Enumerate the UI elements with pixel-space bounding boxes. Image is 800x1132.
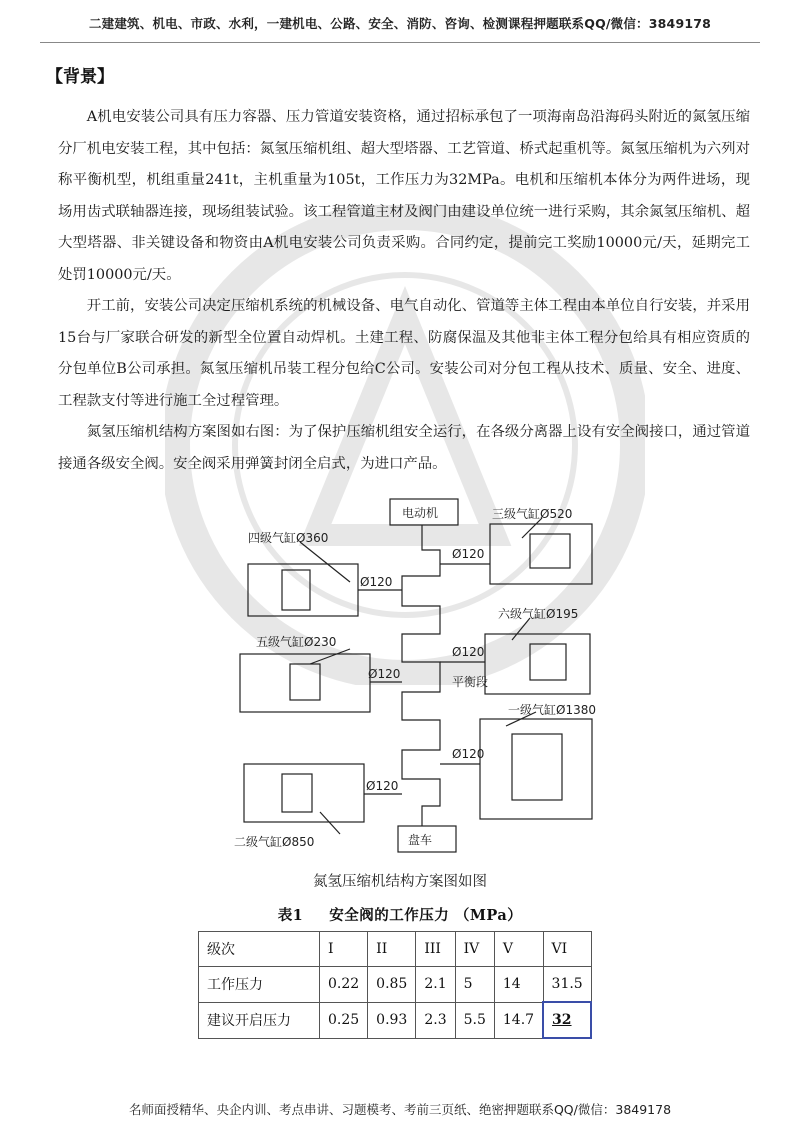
safety-valve-table	[198, 931, 592, 1039]
table-cell: 2.3	[416, 1002, 455, 1038]
crankcase-label: 盘车	[408, 833, 433, 847]
table-cell: VI	[543, 932, 591, 967]
pipe-label-5: Ø120	[452, 747, 485, 761]
balance-label: 平衡段	[452, 675, 489, 689]
cylinder-6	[485, 634, 590, 694]
table-cell: 0.22	[320, 967, 368, 1003]
cylinder-6-label: 六级气缸Ø195	[498, 607, 579, 621]
table-cell: 5	[455, 967, 494, 1003]
cylinder-5	[240, 654, 370, 712]
cylinder-4-label: 四级气缸Ø360	[248, 531, 329, 545]
cylinder-2	[244, 764, 364, 822]
paragraph-1: A机电安装公司具有压力容器、压力管道安装资格，通过招标承包了一项海南岛沿海码头附近的氮氢压缩分厂机电安装工程，其中包括：氮氢压缩机组、超大型塔器、工艺管道、桥式起重机等。氮氢压缩机为六列对称平衡机型，机组重量241t，主机重量为105t，工作压力为32MPa。电机和压缩机本体分为两件进场，现场用齿式联轴器连接，现场组装试验。该工程管道主材及阀门由建设单位统一进行采购，其余氮氢压缩机、超大型塔器、非关键设备和物资由A机电安装公司负责采购。合同约定，提前完工奖励10000元/天，延期完工处罚10000元/天。	[58, 109, 750, 283]
table-cell: 2.1	[416, 967, 455, 1003]
highlighted-cell: 32	[543, 1002, 591, 1038]
table-cell: 31.5	[543, 967, 591, 1003]
table-number: 表1	[277, 907, 304, 924]
page-header: 二建建筑、机电、市政、水利，一建机电、公路、安全、消防、咨询、检测课程押题联系QQ/微信：3849178	[88, 16, 712, 31]
table-cell: III	[416, 932, 455, 967]
cylinder-3-label: 三级气缸Ø520	[492, 507, 573, 521]
cylinder-4	[248, 564, 358, 616]
motor-label: 电动机	[402, 506, 439, 520]
table-row	[199, 1002, 592, 1038]
table-cell: 14	[494, 967, 543, 1003]
table-cell: 0.85	[368, 967, 416, 1003]
cylinder-2-label: 二级气缸Ø850	[234, 835, 315, 849]
table-title	[0, 904, 800, 925]
pipe-label-3: Ø120	[452, 645, 485, 659]
cylinder-3	[490, 524, 592, 584]
table-cell: IV	[455, 932, 494, 967]
body-text	[58, 102, 750, 480]
page-footer: 名师面授精华、央企内训、考点串讲、习题模考、考前三页纸、绝密押题联系QQ/微信：3849178	[128, 1102, 672, 1117]
table-cell: 5.5	[455, 1002, 494, 1038]
table-cell: 0.25	[320, 1002, 368, 1038]
table-cell: 建议开启压力	[199, 1002, 320, 1038]
section-title: 【背景】	[46, 67, 114, 87]
pipe-label-6: Ø120	[366, 779, 399, 793]
diagram-caption: 氮氢压缩机结构方案图如图	[313, 874, 487, 890]
cylinder-1-label: 一级气缸Ø1380	[508, 703, 596, 717]
pipe-label-2: Ø120	[360, 575, 393, 589]
pipe-label-4: Ø120	[368, 667, 401, 681]
table-cell: I	[320, 932, 368, 967]
table-cell: V	[494, 932, 543, 967]
table-row	[199, 967, 592, 1003]
table-title-text: 安全阀的工作压力 （MPa）	[329, 907, 523, 924]
table-cell: 0.93	[368, 1002, 416, 1038]
table-cell: 工作压力	[199, 967, 320, 1003]
compressor-diagram	[230, 494, 610, 864]
header-divider	[40, 42, 760, 43]
pipe-label-1: Ø120	[452, 547, 485, 561]
paragraph-2: 开工前，安装公司决定压缩机系统的机械设备、电气自动化、管道等主体工程由本单位自行安装，并采用15台与厂家联合研发的新型全位置自动焊机。土建工程、防腐保温及其他非主体工程分包给具有相应资质的分包单位B公司承担。氮氢压缩机吊装工程分包给C公司。安装公司对分包工程从技术、质量、安全、进度、工程款支付等进行施工全过程管理。	[58, 298, 750, 409]
paragraph-3: 氮氢压缩机结构方案图如右图：为了保护压缩机组安全运行，在各级分离器上设有安全阀接口，通过管道接通各级安全阀。安全阀采用弹簧封闭全启式，为进口产品。	[58, 424, 750, 472]
table-cell: 14.7	[494, 1002, 543, 1038]
table-cell: 级次	[199, 932, 320, 967]
table-cell: II	[368, 932, 416, 967]
cylinder-5-label: 五级气缸Ø230	[256, 635, 337, 649]
crankshaft	[402, 525, 440, 826]
table-row	[199, 932, 592, 967]
